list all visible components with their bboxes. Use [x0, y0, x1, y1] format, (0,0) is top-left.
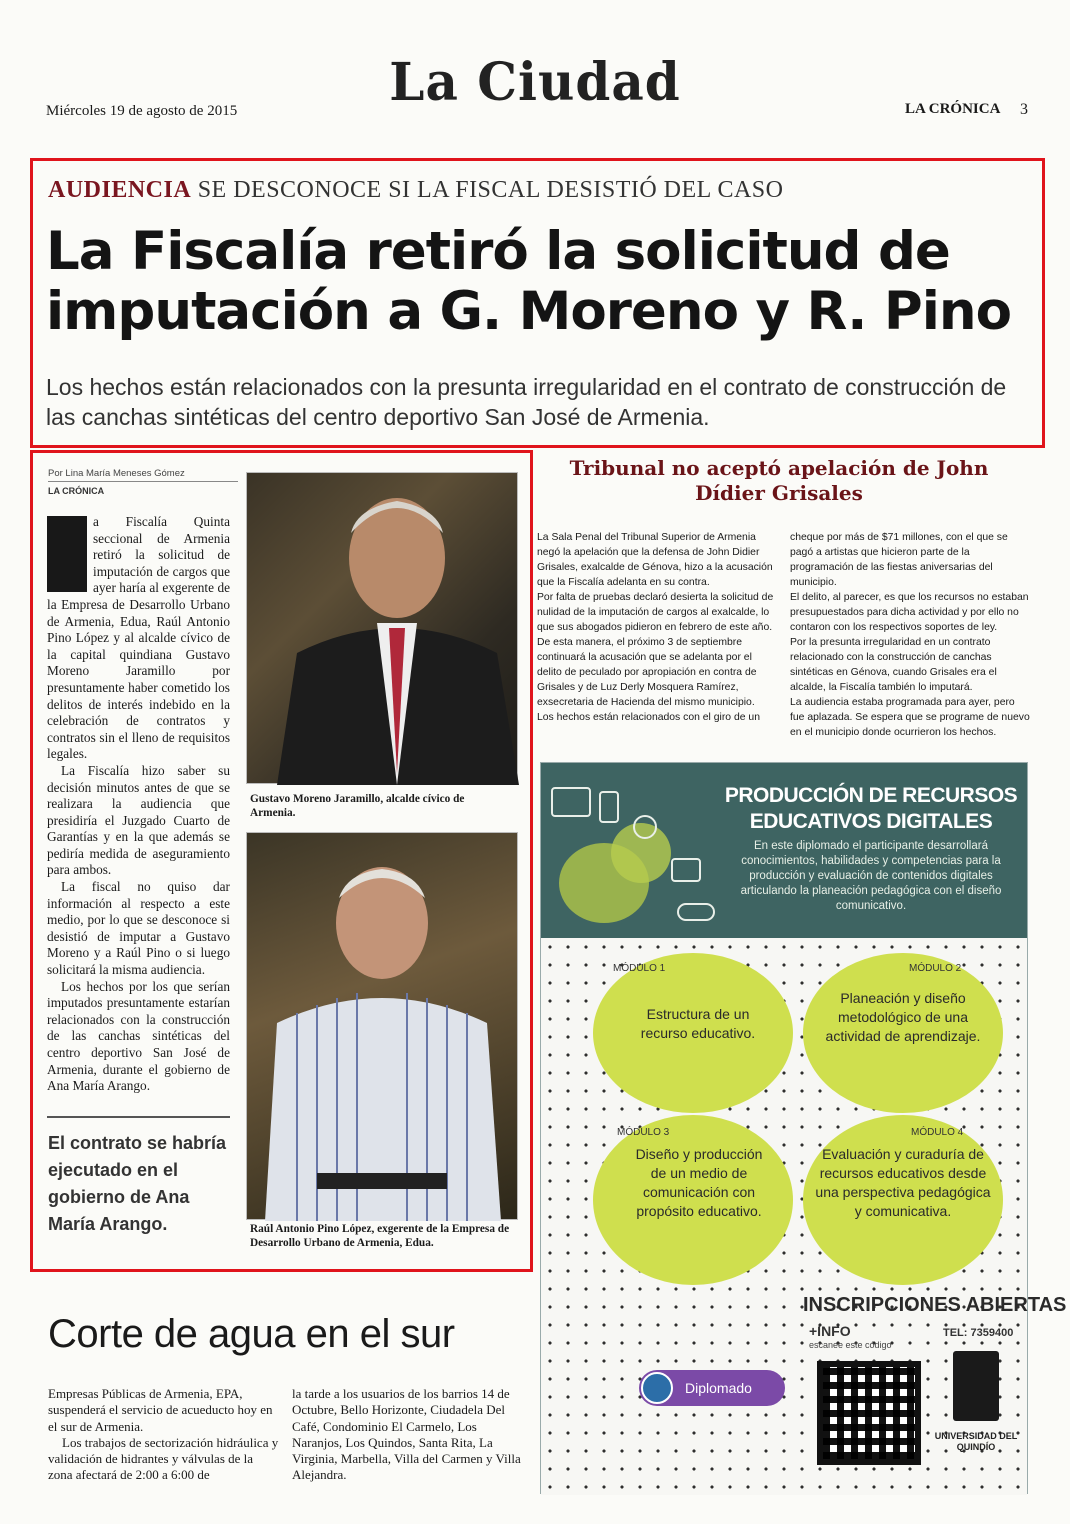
tv-icon — [671, 858, 701, 882]
publication-name: LA CRÓNICA — [905, 101, 1001, 117]
sidebar-headline: Tribunal no aceptó apelación de John Dídier Grisales — [569, 456, 989, 505]
module-text: Estructura de un recurso educativo. — [640, 1006, 756, 1041]
gamepad-icon — [677, 903, 715, 921]
article-paragraph: La Fiscalía hizo saber su decisión minutos antes de que se realizara la audiencia que presidiría el Juzgado Cuarto de Garantías y en la que además se pediría medida de aseguramiento para ambos. — [47, 762, 230, 878]
section-title: La Ciudad — [389, 50, 681, 113]
sidebar-column-2 — [790, 530, 1030, 740]
sidebar-paragraph: Por la presunta irregularidad en un contrato relacionado con la construcción de canchas sintéticas en Génova, cuando Grisales era el alcalde, la Fiscalía también lo imputará. — [790, 637, 997, 693]
module-label: MÓDULO 2 — [909, 963, 962, 974]
qr-code-icon — [817, 1361, 921, 1465]
photo-raul-pino — [246, 832, 518, 1220]
article-paragraph: Los hechos por los que serían imputados presuntamente estarían relacionados con la construcción de las canchas sintéticas del centro deportivo San José de Armenia, durante el gobierno de Ana María Arango. — [47, 978, 230, 1094]
photo-caption: Raúl Antonio Pino López, exgerente de la Empresa de Desarrollo Urbano de Armenia, Edua. — [250, 1223, 510, 1249]
module-label: MÓDULO 4 — [911, 1127, 964, 1138]
kicker-label: AUDIENCIA — [48, 177, 192, 203]
pullquote: El contrato se habría ejecutado en el gobierno de Ana María Arango. — [48, 1133, 227, 1234]
subhead: Los hechos están relacionados con la presunta irregularidad en el contrato de construcción de las canchas sintéticas del centro deportivo San José de Armenia. — [46, 374, 1007, 430]
second-story-paragraph: Empresas Públicas de Armenia, EPA, suspenderá el servicio de acueducto hoy en el sur de Armenia. — [48, 1386, 273, 1434]
tablet-icon — [599, 791, 619, 823]
diplomado-advertisement — [540, 762, 1067, 1494]
university-name: UNIVERSIDAD DEL QUINDÍO — [934, 1431, 1018, 1452]
headline: La Fiscalía retiró la solicitud de imputación a G. Moreno y R. Pino — [46, 221, 1012, 342]
inscripciones-label: INSCRIPCIONES ABIERTAS — [803, 1294, 1067, 1316]
byline-publication: LA CRÓNICA — [48, 486, 105, 496]
module-text: Evaluación y curaduría de recursos educativos desde una perspectiva pedagógica y comunicativa. — [815, 1146, 991, 1219]
lightbulb-icon — [641, 1372, 673, 1404]
portrait-silhouette-icon — [247, 473, 519, 785]
webcam-icon — [633, 815, 657, 839]
issue-date: Miércoles 19 de agosto de 2015 — [46, 103, 238, 119]
module-text: Planeación y diseño metodológico de una actividad de aprendizaje. — [825, 990, 981, 1044]
telephone: TEL: 7359400 — [943, 1327, 1014, 1339]
kicker-text: SE DESCONOCE SI LA FISCAL DESISTIÓ DEL CASO — [197, 177, 784, 203]
article-paragraph: a Fiscalía Quinta seccional de Armenia retiró la solicitud de imputación de cargos que ayer haría al exgerente de la Empresa de Desarrollo Urbano de Armenia, Edua, Raúl Antonio Pino López y al alcalde cívico de la capital quindiana Gustavo Moreno Jaramillo por presuntamente haber cometido los delitos de interés indebido en la celebración de contratos y contratos sin el lleno de requisitos legales. — [47, 514, 230, 762]
sidebar-paragraph: La audiencia estaba programada para ayer, pero fue aplazada. Se espera que se programe de nuevo en el municipio donde ocurrieron los hechos. — [790, 697, 1030, 738]
second-story-paragraph: Los trabajos de sectorización hidráulica y validación de hidrantes y válvulas de la zona afectará de 2:00 a 6:00 de — [48, 1434, 279, 1483]
second-story-paragraph: la tarde a los usuarios de los barrios 14 de Octubre, Bello Horizonte, Ciudadela Del Café, Condominio El Carmelo, Los Naranjos, Los Quindos, Santa Rita, La Virginia, Marbella, Villa del Carmen y Villa Alejandra. — [292, 1386, 521, 1483]
sidebar-paragraph: Los hechos están relacionados con el giro de un — [537, 712, 760, 723]
module-text: Diseño y producción de un medio de comunicación con propósito educativo. — [635, 1146, 763, 1219]
photo-caption: Gustavo Moreno Jaramillo, alcalde cívico de Armenia. — [250, 793, 465, 819]
kicker — [48, 177, 783, 204]
module-label: MÓDULO 1 — [613, 963, 666, 974]
ad-description: En este diplomado el participante desarrollará conocimientos, habilidades y competencias para la producción y evaluación de contenidos digitales articulando la planeación pedagógica con el diseño comunicativo. — [740, 840, 1002, 912]
article-body — [47, 514, 230, 1095]
info-label: +INFO — [809, 1323, 851, 1339]
sidebar-paragraph: De esta manera, el próximo 3 de septiembre continuará la acusación que se adelanta por el delito de peculado por apropiación en contra de Grisales y de Luz Derly Mosquera Ramírez, exsecretaria de Hacienda del mismo municipio. — [537, 637, 757, 708]
second-story-column-2 — [292, 1386, 522, 1484]
pullquote-rule — [47, 1116, 230, 1118]
scan-label: escanee este código — [809, 1340, 892, 1350]
photo-gustavo-moreno — [246, 472, 518, 784]
sidebar-column-1 — [537, 530, 777, 725]
ad-title: PRODUCCIÓN DE RECURSOS EDUCATIVOS DIGITALES — [724, 784, 1018, 833]
university-logo-icon — [953, 1351, 999, 1421]
dropcap-L — [47, 516, 87, 592]
article-paragraph: La fiscal no quiso dar información al respecto a este medio, por lo que se desconoce si desistió de imputar a Gustavo Moreno y a Raúl Pino o si luego solicitará la misma audiencia. — [47, 879, 230, 978]
second-story-column-1 — [48, 1386, 280, 1484]
sidebar-paragraph: cheque por más de $71 millones, con el que se pagó a artistas que hicieron parte de la programación de las fiestas aniversarias del municipio. — [790, 532, 1008, 588]
sidebar-paragraph: Por falta de pruebas declaró desierta la solicitud de nulidad de la imputación de cargos al exalcalde, lo que sus abogados pidieron en febrero de este año. — [537, 592, 774, 633]
page-number: 3 — [1020, 101, 1028, 118]
sidebar-paragraph: El delito, al parecer, es que los recursos no estaban presupuestados para dicha actividad y por ello no contaron con los respectivos soportes de ley. — [790, 592, 1029, 633]
portrait-silhouette-icon — [247, 833, 519, 1221]
byline: Por Lina María Meneses Gómez — [48, 468, 238, 482]
second-story-headline: Corte de agua en el sur — [48, 1312, 455, 1356]
laptop-icon — [551, 787, 591, 817]
diplomado-badge: Diplomado — [639, 1370, 785, 1406]
module-label: MÓDULO 3 — [617, 1127, 670, 1138]
sidebar-paragraph: La Sala Penal del Tribunal Superior de Armenia negó la apelación que la defensa de John Didier Grisales, exalcalde de Génova, hizo a la acusación que la Fiscalía adelanta en su contra. — [537, 532, 773, 588]
